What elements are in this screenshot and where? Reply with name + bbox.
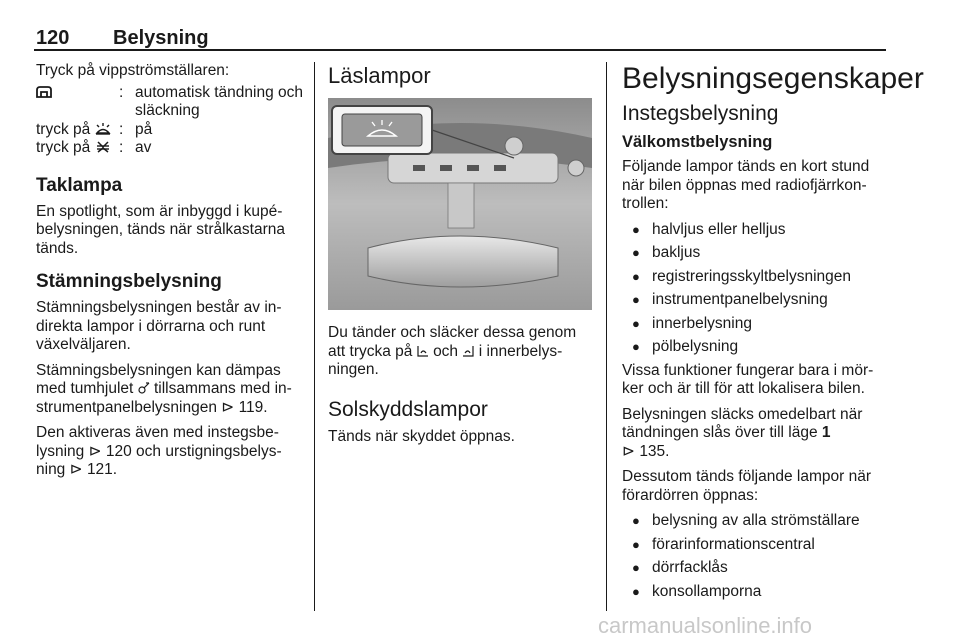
caption-text-b: och — [433, 342, 459, 360]
paragraph-2: Vissa funktioner fungerar bara i mör-ker och är till för att lokalisera bilen. — [622, 361, 874, 397]
paragraph-4: Dessutom tänds följande lampor när förardörren öppnas: — [622, 468, 871, 504]
switch-value-auto: automatisk tändning och släckning — [135, 83, 304, 119]
taklampa-text: En spotlight, som är inbyggd i kupé-belysningen, tänds när strålkastarna tänds. — [36, 202, 286, 257]
switch-key-on — [36, 121, 119, 140]
lamp-list-1 — [622, 221, 892, 357]
switch-key-text: tryck på — [36, 139, 91, 156]
stamning-paragraph-2 — [36, 362, 306, 418]
list-item: ● förarinformationscentral — [622, 536, 892, 555]
switch-sep: : — [119, 139, 124, 156]
switch-key-off — [36, 139, 119, 158]
auto-icon — [36, 86, 52, 98]
solskydd-text: Tänds när skyddet öppnas. — [328, 427, 515, 445]
stamning-paragraph-1: Stämningsbelysningen består av in-direkta lampor i dörrarna och runt växelväljaren. — [36, 299, 282, 353]
paragraph-3 — [622, 406, 892, 462]
reading-lamp-photo — [328, 98, 592, 310]
solskydd-heading: Solskyddslampor — [328, 397, 488, 421]
switch-value-off: av — [135, 139, 152, 156]
page-reference[interactable]: 120 och urstigningsbelys-ning — [36, 442, 282, 478]
page-reference[interactable]: 135. — [639, 442, 670, 460]
list-item: ● konsollamporna — [622, 583, 892, 602]
column-divider-2 — [606, 62, 607, 611]
stamning-p3-text: Den aktiveras även med instegsbe-lysning — [36, 424, 279, 460]
right-reading-lamp-icon — [462, 345, 474, 357]
light-on-icon — [95, 123, 111, 135]
paragraph-3-text: Belysningen släcks omedelbart när tändningen slås över till läge — [622, 405, 863, 441]
reading-lamp-caption — [328, 324, 594, 380]
switch-intro: Tryck på vippströmställaren: — [36, 62, 230, 79]
switch-sep: : — [119, 120, 124, 138]
list-item: ● halvljus eller helljus — [622, 221, 892, 240]
switch-key-auto — [36, 84, 119, 121]
lamp-list-2 — [622, 512, 892, 601]
stamning-p2-text-a: Stämningsbelysningen kan dämpas med tumhjulet — [36, 361, 281, 397]
switch-key-text: tryck på — [36, 120, 91, 138]
list-item: ● dörrfacklås — [622, 559, 892, 578]
chapter-title: Belysning — [113, 27, 209, 49]
column-1 — [36, 62, 306, 487]
thumbwheel-icon — [138, 382, 150, 394]
column-2 — [328, 62, 594, 97]
list-item: ● instrumentpanelbelysning — [622, 291, 892, 310]
column-2-lower — [328, 324, 594, 453]
caption-text-a: Du tänder och släcker dessa genom att trycka på — [328, 324, 577, 360]
list-item: ● bakljus — [622, 244, 892, 263]
watermark: carmanualsonline.info — [598, 613, 813, 638]
reference-arrow-icon: ⊳ — [221, 398, 235, 416]
list-item: ● pölbelysning — [622, 338, 892, 357]
left-reading-lamp-icon — [417, 345, 429, 357]
switch-sep: : — [119, 83, 124, 101]
page-reference[interactable]: 121. — [86, 461, 118, 478]
list-item: ● registreringsskyltbelysningen — [622, 268, 892, 287]
paragraph-1: Följande lampor tänds en kort stund när bilen öppnas med radiofjärrkon-trollen: — [622, 158, 870, 212]
caption-text-c: i innerbelys-ningen. — [328, 342, 563, 378]
laslampor-heading: Läslampor — [328, 63, 431, 88]
reference-arrow-icon: ⊳ — [88, 442, 102, 460]
page-reference[interactable]: 119. — [238, 398, 268, 416]
stamning-paragraph-3 — [36, 424, 306, 480]
stamning-heading: Stämningsbelysning — [36, 271, 222, 292]
list-item: ● belysning av alla strömställare — [622, 512, 892, 531]
list-item: ● innerbelysning — [622, 315, 892, 334]
reference-arrow-icon: ⊳ — [622, 442, 635, 460]
switch-value-on: på — [135, 120, 153, 138]
stamning-p2-text-b: tillsammans med in-strumentpanelbelysningen — [36, 380, 292, 416]
column-3 — [622, 62, 924, 606]
page-number: 120 — [36, 27, 70, 49]
header-rule — [34, 49, 886, 51]
column-divider-1 — [314, 62, 315, 611]
section-heading: Belysningsegenskaper — [622, 62, 924, 95]
light-off-icon — [95, 141, 111, 153]
subsection-heading: Instegsbelysning — [622, 102, 779, 125]
taklampa-heading: Taklampa — [36, 174, 123, 196]
ignition-position: 1 — [821, 424, 831, 441]
switch-table — [36, 84, 306, 158]
sub-subsection-heading: Välkomstbelysning — [622, 133, 773, 151]
reference-arrow-icon: ⊳ — [69, 461, 83, 478]
